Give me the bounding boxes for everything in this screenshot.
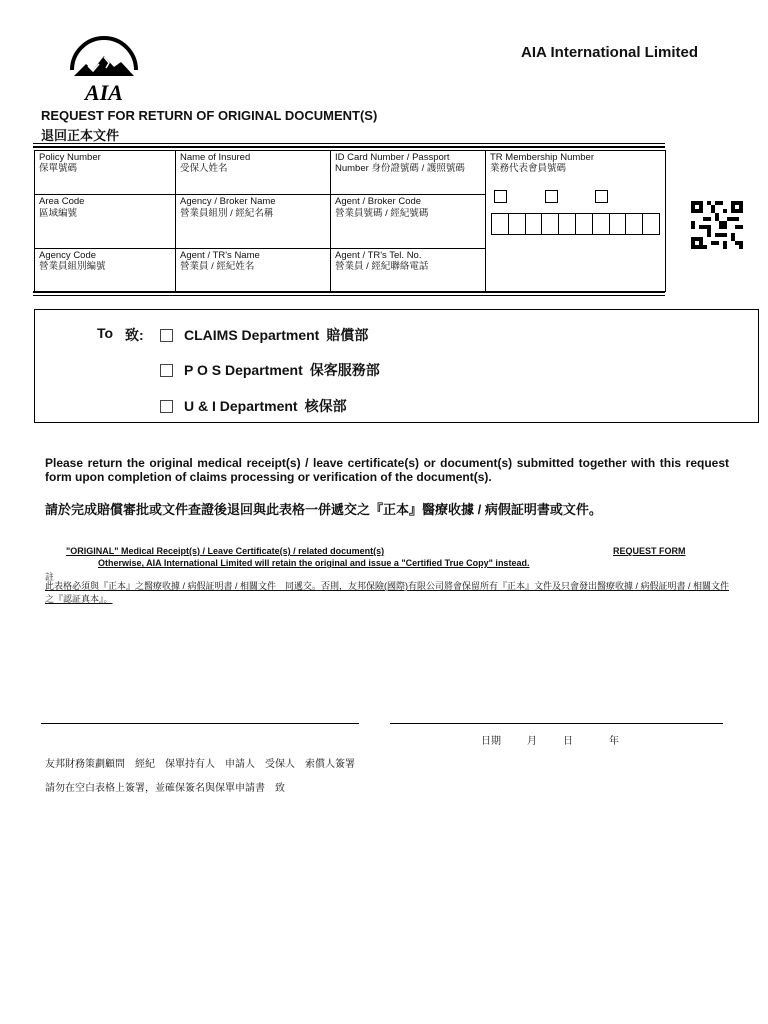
logo-wordmark: AIA	[85, 80, 123, 104]
agent-tr-tel-label-zh: 營業員 / 經紀聯絡電話	[335, 261, 429, 273]
digit-box[interactable]	[491, 213, 509, 235]
tr-checkbox[interactable]	[545, 190, 558, 203]
name-of-insured-field[interactable]	[176, 151, 331, 195]
table-bottom-rule-thin	[33, 295, 665, 296]
note-mark: 註	[45, 572, 55, 582]
qr-code	[691, 200, 743, 250]
form-title: REQUEST FOR RETURN OF ORIGINAL DOCUMENT(S)	[41, 108, 378, 123]
agency-broker-name-field[interactable]	[176, 195, 331, 248]
claims-department-label-zh: 賠償部	[326, 327, 369, 343]
area-code-field[interactable]	[35, 195, 176, 248]
claims-department-option[interactable]	[160, 326, 368, 344]
date-line[interactable]	[390, 723, 723, 724]
id-card-label: ID Card Number / Passport	[335, 152, 450, 163]
date-label-day: 日期	[481, 736, 501, 747]
agency-code-label-zh: 營業員組別編號	[39, 261, 106, 273]
form-title-zh: 退回正本文件	[41, 128, 120, 143]
ui-department-label: U & I Department	[184, 398, 298, 414]
agent-tr-name-label-zh: 營業員 / 經紀姓名	[180, 261, 255, 273]
id-card-number-field[interactable]	[331, 151, 486, 195]
pos-department-checkbox[interactable]	[160, 364, 173, 377]
digit-box[interactable]	[558, 213, 576, 235]
ui-department-checkbox[interactable]	[160, 400, 173, 413]
agent-broker-code-label: Agent / Broker Code	[335, 196, 422, 208]
digit-box[interactable]	[541, 213, 559, 235]
agency-broker-name-label-zh: 營業員組別 / 經紀名稱	[180, 207, 274, 219]
digit-box[interactable]	[575, 213, 593, 235]
policy-number-label-zh: 保單號碼	[39, 163, 78, 175]
agency-code-field[interactable]	[35, 248, 176, 291]
date-label-year: 年	[609, 736, 619, 747]
tr-checkbox[interactable]	[595, 190, 608, 203]
pos-department-option[interactable]	[160, 361, 380, 379]
tr-membership-digit-boxes	[492, 213, 660, 235]
digit-box[interactable]	[525, 213, 543, 235]
digit-box[interactable]	[625, 213, 643, 235]
tr-checkbox[interactable]	[494, 190, 507, 203]
policy-number-field[interactable]	[35, 151, 176, 195]
date-label-day-unit: 日	[563, 736, 573, 747]
ui-department-label-zh: 核保部	[304, 398, 347, 414]
tr-membership-checkboxes	[494, 190, 614, 206]
to-label: To	[97, 325, 114, 341]
note-line-1: "ORIGINAL" Medical Receipt(s) / Leave Certificate(s) / related document(s)	[66, 546, 385, 556]
pos-department-label: P O S Department	[184, 362, 303, 378]
area-code-label: Area Code	[39, 196, 85, 208]
policy-number-label: Policy Number	[39, 152, 101, 163]
agent-tr-name-field[interactable]	[176, 248, 331, 291]
tr-membership-label: TR Membership Number	[490, 152, 594, 163]
agent-tr-tel-label: Agent / TR's Tel. No.	[335, 249, 422, 261]
signature-line[interactable]	[41, 723, 359, 724]
digit-box[interactable]	[609, 213, 627, 235]
name-of-insured-label-zh: 受保人姓名	[180, 163, 228, 175]
top-rule-thick	[33, 146, 665, 148]
instruction-text-zh: 請於完成賠償審批或文件查證後退回與此表格一併遞交之『正本』醫療收據 / 病假証明書或文件。	[45, 502, 602, 517]
date-label-month: 月	[527, 736, 537, 747]
ui-department-option[interactable]	[160, 397, 347, 415]
area-code-label-zh: 區域編號	[39, 207, 78, 219]
top-rule	[33, 143, 665, 144]
pos-department-label-zh: 保客服務部	[309, 362, 380, 378]
company-name: AIA International Limited	[521, 44, 698, 61]
signature-note: 請勿在空白表格上簽署，並確保簽名與保單申請書 致	[45, 783, 285, 794]
digit-box[interactable]	[508, 213, 526, 235]
agency-broker-name-label: Agency / Broker Name	[180, 196, 276, 208]
instruction-text: Please return the original medical receipt(s) / leave certificate(s) or document(s) submitted together with this request form upon completion of claims processing or verification of the document(s).	[45, 456, 729, 485]
digit-box[interactable]	[592, 213, 610, 235]
name-of-insured-label: Name of Insured	[180, 152, 251, 163]
agent-tr-tel-field[interactable]	[331, 248, 486, 291]
note-line-2: Otherwise, AIA International Limited will retain the original and issue a "Certified True Copy" instead.	[98, 558, 530, 568]
id-card-label-zh: Number 身份證號碼 / 護照號碼	[335, 163, 465, 175]
agent-broker-code-label-zh: 營業員號碼 / 經紀號碼	[335, 207, 429, 219]
to-label-zh: 致:	[125, 327, 144, 343]
aia-logo	[66, 34, 142, 104]
tr-membership-label-zh: 業務代表會員號碼	[490, 163, 567, 175]
agent-broker-code-field[interactable]	[331, 195, 486, 248]
agency-code-label: Agency Code	[39, 249, 97, 261]
claims-department-label: CLAIMS Department	[184, 327, 320, 343]
table-bottom-rule	[33, 291, 665, 293]
claims-department-checkbox[interactable]	[160, 329, 173, 342]
note-text-zh: 此表格必須與『正本』之醫療收據 / 病假証明書 / 相關文件 同遞交。否則，友邦保險(國際)有限公司將會保留所有『正本』文件及只會發出醫療收據 / 病假証明書 / 相關文件之『認証真本』。	[45, 581, 730, 605]
agent-tr-name-label: Agent / TR's Name	[180, 249, 260, 261]
note-request-form: REQUEST FORM	[613, 546, 686, 556]
signature-caption: 友邦財務策劃顧問 經紀 保單持有人 申請人 受保人 索償人簽署	[45, 759, 355, 770]
digit-box[interactable]	[642, 213, 660, 235]
